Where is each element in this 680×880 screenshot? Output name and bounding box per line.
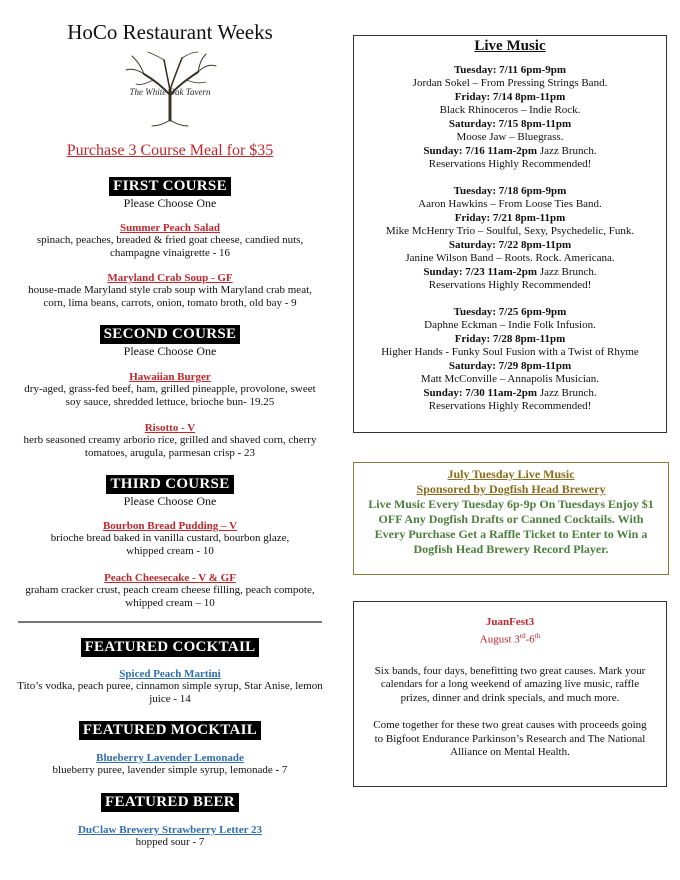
menu-item [16,272,324,310]
music-act: Reservations Highly Recommended! [428,279,592,291]
cocktail-heading: FEATURED COCKTAIL [81,638,260,657]
music-act: Black Rhinoceros – Indie Rock. [439,104,581,116]
live-music-title: Live Music [474,38,546,54]
first-course-section [16,177,324,211]
juanfest-paragraph-1: Six bands, four days, benefitting two great causes. Mark your calendars for a long weekend of amazing live music, raffle prizes, dinner and drink specials, and much more. [374,664,646,704]
music-act: Moose Jaw – Bluegrass. [456,131,564,143]
dish-name[interactable]: Risotto - V [144,422,196,434]
music-week-group [354,306,666,414]
dish-desc: hopped sour - 7 [135,836,205,848]
menu-item [18,371,322,409]
music-act: Higher Hands - Funky Soul Fusion with a Twist of Rhyme [381,346,639,358]
third-course-heading: THIRD COURSE [106,475,233,494]
dish-name[interactable]: Hawaiian Burger [129,371,211,383]
menu-item [16,824,324,849]
music-date: Friday: 7/21 8pm-11pm [454,211,566,224]
july-promo-box [353,462,669,575]
music-date: Tuesday: 7/18 6pm-9pm [453,184,567,197]
menu-item [16,668,324,706]
page-title: HoCo Restaurant Weeks [67,20,273,44]
beer-section [16,793,324,812]
dish-name[interactable]: Peach Cheesecake - V & GF [104,572,236,584]
music-act: Reservations Highly Recommended! [428,158,592,170]
menu-item [16,572,324,610]
dish-name[interactable]: Spiced Peach Martini [119,668,221,680]
music-date: Sunday: 7/30 11am-2pm Jazz Brunch. [423,386,597,399]
dish-desc: house-made Maryland style crab soup with Maryland crab meat, corn, lima beans, carrots, onion, tomato broth, old bay - 9 [28,284,312,309]
music-act: Matt McConville – Annapolis Musician. [420,373,600,385]
dish-name[interactable]: Blueberry Lavender Lemonade [96,752,244,764]
first-course-heading: FIRST COURSE [109,177,231,196]
july-promo-body: Live Music Every Tuesday 6p-9p On Tuesdays Enjoy $1 OFF Any Dogfish Drafts or Canned Cocktails. With Every Purchase Get a Raffle Ticket to Enter to Win a Dogfish Head Brewery Record Player. [368,497,654,556]
music-act: Mike McHenry Trio – Soulful, Sexy, Psychedelic, Funk. [385,225,635,237]
music-date: Tuesday: 7/25 6pm-9pm [453,305,567,318]
music-act: Aaron Hawkins – From Loose Ties Band. [418,198,602,210]
music-date: Saturday: 7/22 8pm-11pm [448,238,572,251]
menu-item [16,222,324,260]
music-date: Tuesday: 7/11 6pm-9pm [453,63,567,76]
music-date: Saturday: 7/15 8pm-11pm [448,117,572,130]
music-date: Friday: 7/28 8pm-11pm [454,332,566,345]
music-act: Reservations Highly Recommended! [428,400,592,412]
music-act: Daphne Eckman – Indie Folk Infusion. [424,319,596,331]
july-promo-sponsor[interactable]: Sponsored by Dogfish Head Brewery [416,482,606,496]
live-music-box [353,35,667,433]
live-music-schedule [354,64,666,414]
cocktail-section [16,638,324,657]
menu-item [40,520,300,558]
mocktail-section [16,721,324,740]
dish-desc: herb seasoned creamy arborio rice, grilled and shaved corn, cherry tomatoes, arugula, parmesan crisp - 23 [23,434,317,459]
juanfest-paragraph-2: Come together for these two great causes with proceeds going to Bigfoot Endurance Parkinson’s Research and The National Alliance on Mental Health. [373,719,647,759]
july-promo-title[interactable]: July Tuesday Live Music [447,467,575,481]
dish-desc: Tito’s vodka, peach puree, cinnamon simple syrup, Star Anise, lemon juice - 14 [17,680,323,705]
dish-desc: spinach, peaches, breaded & fried goat cheese, candied nuts, champagne vinaigrette - 16 [36,234,304,259]
dish-desc: blueberry puree, lavender simple syrup, lemonade - 7 [52,764,288,776]
mocktail-heading: FEATURED MOCKTAIL [79,721,261,740]
second-course-heading: SECOND COURSE [100,325,241,344]
music-week-group [354,185,666,293]
promo-link[interactable]: Purchase 3 Course Meal for $35 [66,142,274,159]
music-week-group [354,64,666,172]
second-course-section [16,325,324,359]
beer-heading: FEATURED BEER [101,793,239,812]
dish-desc: brioche bread baked in vanilla custard, bourbon glaze, whipped cream - 10 [50,532,290,557]
logo-text: The White Oak Tavern [129,87,211,97]
menu-item [16,422,324,460]
music-act: Janine Wilson Band – Roots. Rock. Americana. [405,252,615,264]
music-date: Friday: 7/14 8pm-11pm [454,90,566,103]
third-course-sub: Please Choose One [123,494,217,508]
section-divider [18,621,322,623]
juanfest-title: JuanFest3 [485,616,535,628]
juanfest-box [353,601,667,787]
music-date: Sunday: 7/23 11am-2pm Jazz Brunch. [423,265,597,278]
music-date: Sunday: 7/16 11am-2pm Jazz Brunch. [423,144,597,157]
music-act: Jordan Sokel – From Pressing Strings Band. [412,77,608,89]
dish-desc: graham cracker crust, peach cream cheese filling, peach compote, whipped cream – 10 [25,584,315,609]
juanfest-date: August 3rd-6th [479,631,541,646]
second-course-sub: Please Choose One [123,344,217,358]
dish-name[interactable]: Bourbon Bread Pudding – V [102,520,238,532]
menu-item [16,752,324,777]
dish-name[interactable]: DuClaw Brewery Strawberry Letter 23 [77,824,263,836]
music-date: Saturday: 7/29 8pm-11pm [448,359,572,372]
dish-name[interactable]: Maryland Crab Soup - GF [107,272,233,284]
dish-name[interactable]: Summer Peach Salad [119,222,221,234]
third-course-section [16,475,324,509]
dish-desc: dry-aged, grass-fed beef, ham, grilled pineapple, provolone, sweet soy sauce, shredded lettuce, brioche bun- 19.25 [24,383,316,408]
first-course-sub: Please Choose One [123,196,217,210]
